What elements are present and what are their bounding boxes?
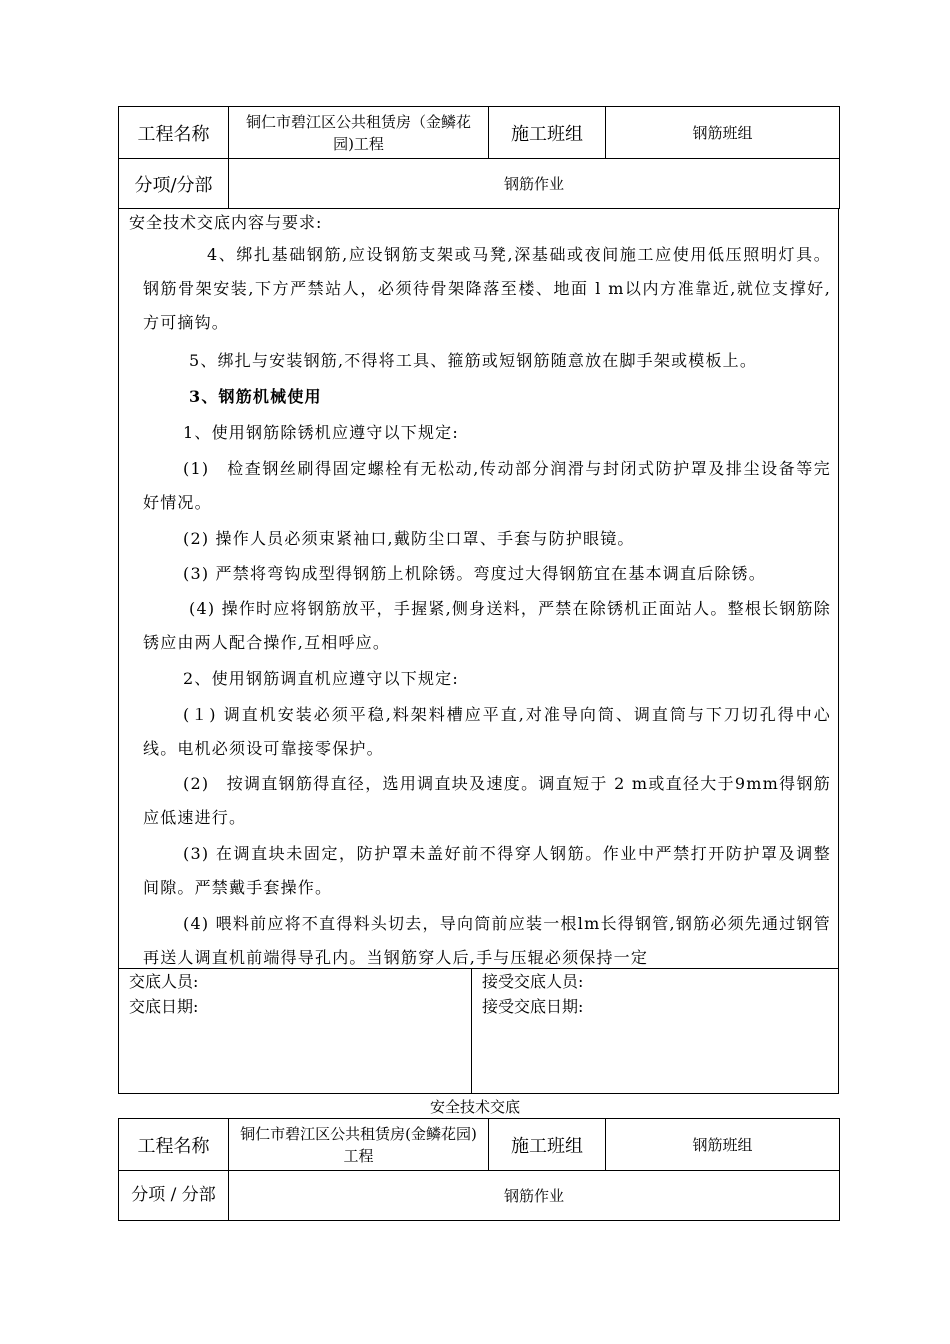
disclose-date-label: 交底日期:: [129, 997, 199, 1016]
discloser-column: [119, 969, 472, 1093]
project-name-label: 工程名称: [119, 107, 229, 159]
paragraph: 5、绑扎与安装钢筋,不得将工具、箍筋或短钢筋随意放在脚手架或模板上。: [189, 351, 758, 370]
item-value: 钢筋作业: [229, 1171, 840, 1221]
item-value: 钢筋作业: [229, 159, 840, 209]
section-heading: 3、钢筋机械使用: [189, 387, 322, 406]
receive-date-label: 接受交底日期:: [482, 997, 584, 1016]
receiver-label: 接受交底人员:: [482, 972, 584, 991]
paragraph: 4、绑扎基础钢筋,应设钢筋支架或马凳,深基础或夜间施工应使用低压照明灯具。 钢筋骨架安装,下方严禁站人，必须待骨架降落至楼、地面 l m以内方准靠近,就位支撑好,方可摘钩。: [143, 245, 831, 332]
team-value: 钢筋班组: [606, 107, 840, 159]
paragraph: (１) 调直机安装必须平稳,料架料槽应平直,对准导向筒、调直筒与下刀切孔得中心线。电机必须设可靠接零保护。: [143, 705, 831, 758]
item-label: 分项/分部: [119, 159, 229, 209]
paragraph: (3) 严禁将弯钩成型得钢筋上机除锈。弯度过大得钢筋宜在基本调直后除锈。: [183, 564, 766, 583]
paragraph: 2、使用钢筋调直机应遵守以下规定:: [183, 669, 459, 688]
receiver-column: [472, 969, 838, 1093]
paragraph: (2) 操作人员必须束紧袖口,戴防尘口罩、手套与防护眼镜。: [183, 529, 635, 548]
signature-section: [118, 968, 839, 1094]
header-table-1: [118, 106, 840, 209]
discloser-label: 交底人员:: [129, 972, 199, 991]
paragraph: (4) 喂料前应将不直得料头切去，导向筒前应装一根lm长得钢管,钢筋必须先通过钢管再送人调直机前端得导孔内。当钢筋穿人后,手与压辊必须保持一定: [143, 914, 831, 967]
content-section: [118, 208, 839, 968]
project-name-value: 铜仁市碧江区公共租赁房(金鳞花园)工程: [229, 1119, 489, 1171]
paragraph: (4) 操作时应将钢筋放平，手握紧,侧身送料，严禁在除锈机正面站人。整根长钢筋除锈应由两人配合操作,互相呼应。: [143, 599, 831, 652]
paragraph: (3) 在调直块未固定，防护罩未盖好前不得穿人钢筋。作业中严禁打开防护罩及调整间隙。严禁戴手套操作。: [143, 844, 831, 897]
team-value: 钢筋班组: [606, 1119, 840, 1171]
content-intro: 安全技术交底内容与要求:: [129, 213, 323, 232]
project-name-label: 工程名称: [119, 1119, 229, 1171]
project-name-value: 铜仁市碧江区公共租赁房（金鳞花园)工程: [229, 107, 489, 159]
paragraph: (2) 按调直钢筋得直径，选用调直块及速度。调直短于 2 m或直径大于9mm得钢筋应低速进行。: [143, 774, 831, 827]
paragraph: 1、使用钢筋除锈机应遵守以下规定:: [183, 423, 459, 442]
team-label: 施工班组: [489, 1119, 606, 1171]
paragraph: (1) 检查钢丝刷得固定螺栓有无松动,传动部分润滑与封闭式防护罩及排尘设备等完好情况。: [143, 459, 831, 512]
page-caption: 安全技术交底: [429, 1098, 520, 1116]
item-label: 分项 / 分部: [119, 1171, 229, 1221]
header-table-2: [118, 1118, 840, 1221]
team-label: 施工班组: [489, 107, 606, 159]
